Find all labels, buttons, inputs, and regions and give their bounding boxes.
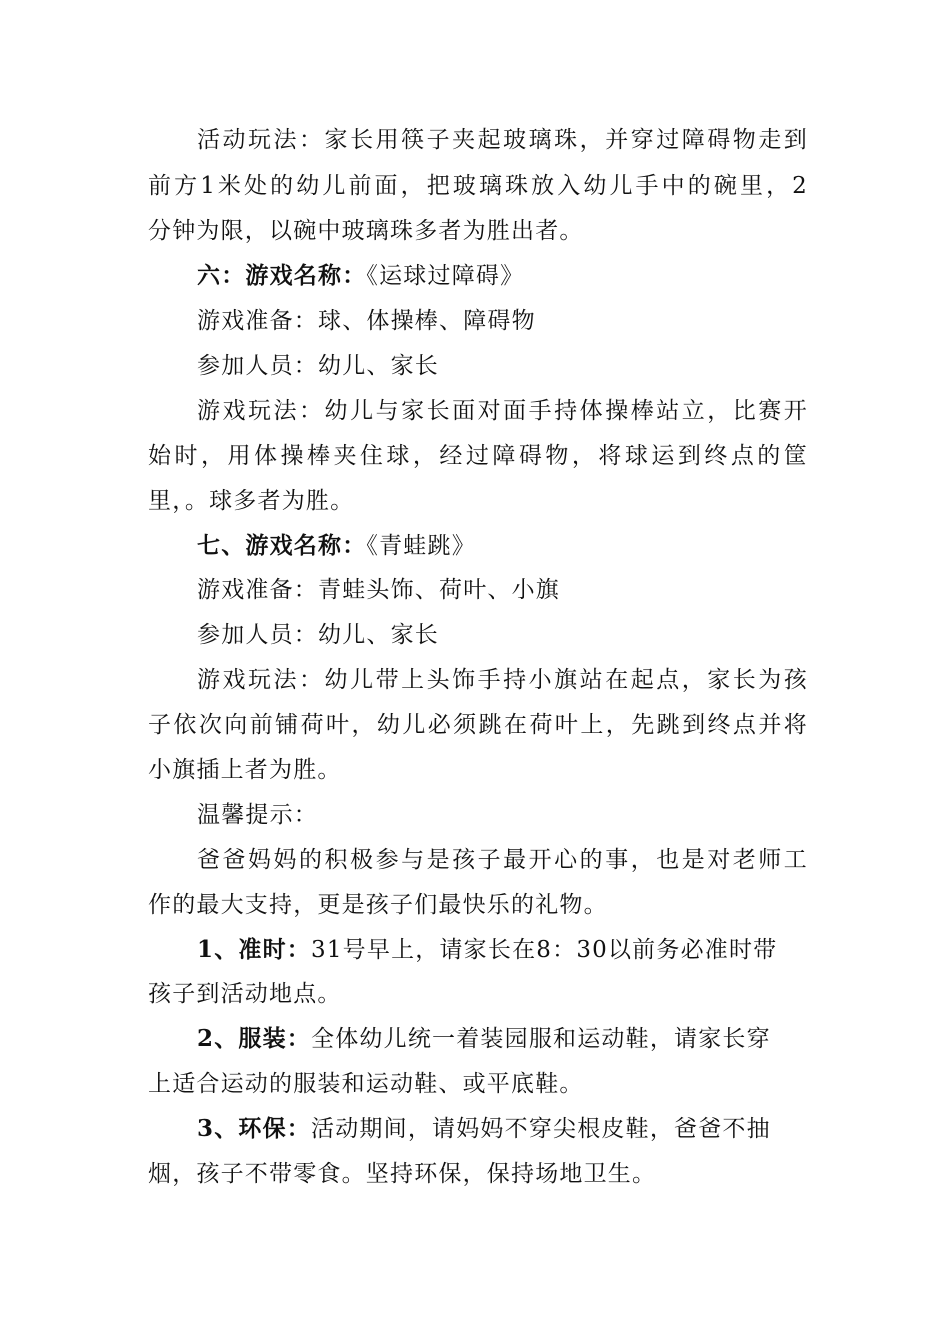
tip-item3: [197, 1115, 808, 1143]
game7-rules-line1: 游戏玩法：幼儿带上头饰手持小旗站在起点，家长为孩: [197, 667, 808, 693]
tip-item2: [197, 1025, 808, 1053]
game6-heading-label: 六：游戏名称：: [197, 262, 367, 289]
game7-heading-label: 七、游戏名称：: [197, 532, 367, 559]
tips-title: 温馨提示：: [197, 802, 318, 828]
tip-item1-label: 1、准时：: [197, 936, 312, 963]
game7-rules-line2: 子依次向前铺荷叶，幼儿必须跳在荷叶上，先跳到终点并将: [148, 712, 808, 738]
tip-item2-text: 全体幼儿统一着装园服和运动鞋，请家长穿: [311, 1026, 771, 1052]
game6-rules-line3: 里，。球多者为胜。: [148, 488, 355, 514]
game6-participants: 参加人员：幼儿、家长: [197, 353, 439, 379]
tip-item3-label: 3、环保：: [197, 1115, 312, 1142]
tip-item3-text: 活动期间，请妈妈不穿尖根皮鞋，爸爸不抽: [311, 1116, 771, 1142]
tip-item3-line2: 烟，孩子不带零食。坚持环保，保持场地卫生。: [148, 1161, 657, 1187]
tip-item1-text: 31号早上，请家长在8：30以前务必准时带: [311, 937, 778, 963]
tip-item2-line2: 上适合运动的服装和运动鞋、或平底鞋。: [148, 1071, 584, 1097]
tip-item1-line2: 孩子到活动地点。: [148, 981, 342, 1007]
game6-heading: [197, 262, 808, 290]
game7-prep: 游戏准备：青蛙头饰、荷叶、小旗: [197, 577, 560, 603]
para1-line2: 前方1米处的幼儿前面，把玻璃珠放入幼儿手中的碗里，2: [148, 173, 808, 199]
game6-heading-title: 《运球过障碍》: [366, 263, 525, 289]
tips-intro-line2: 作的最大支持，更是孩子们最快乐的礼物。: [148, 892, 608, 918]
game7-heading-title: 《青蛙跳》: [366, 533, 476, 559]
para1-line1: 活动玩法：家长用筷子夹起玻璃珠，并穿过障碍物走到: [197, 127, 808, 153]
para1-line3: 分钟为限，以碗中玻璃珠多者为胜出者。: [148, 218, 584, 244]
game7-participants: 参加人员：幼儿、家长: [197, 622, 439, 648]
game6-rules-line2: 始时，用体操棒夹住球，经过障碍物，将球运到终点的筐: [148, 443, 808, 469]
game7-heading: [197, 532, 808, 560]
tip-item2-label: 2、服装：: [197, 1025, 312, 1052]
game7-rules-line3: 小旗插上者为胜。: [148, 757, 342, 783]
tip-item1: [197, 936, 808, 964]
game6-prep: 游戏准备：球、体操棒、障碍物: [197, 308, 536, 334]
tips-intro-line1: 爸爸妈妈的积极参与是孩子最开心的事，也是对老师工: [197, 847, 808, 873]
game6-rules-line1: 游戏玩法：幼儿与家长面对面手持体操棒站立，比赛开: [197, 398, 808, 424]
